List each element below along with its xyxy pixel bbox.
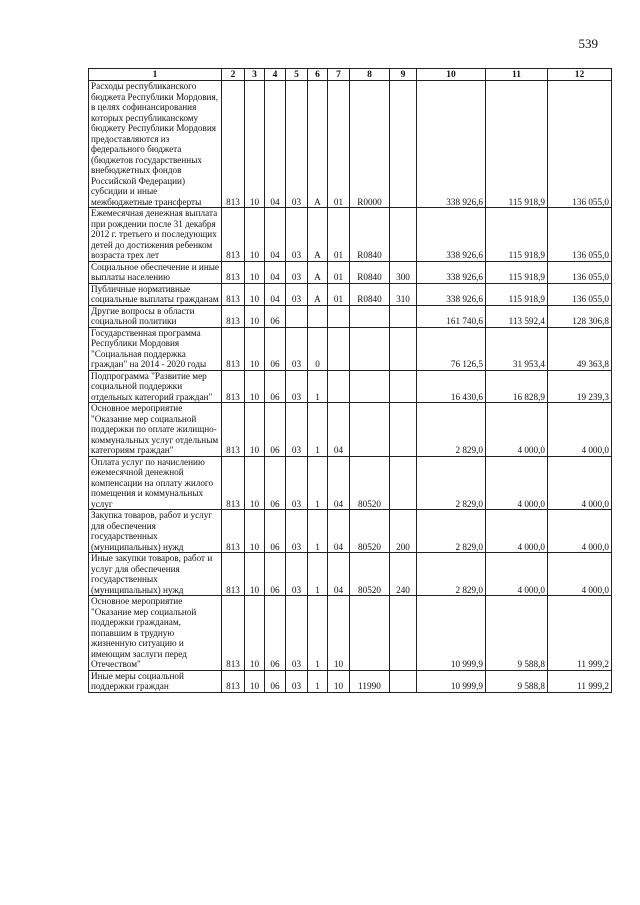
cell-c12: 136 055,0 (548, 208, 612, 262)
cell-c3: 10 (245, 596, 265, 671)
cell-c6: А (308, 81, 328, 208)
cell-c2: 813 (222, 596, 245, 671)
cell-c12: 4 000,0 (548, 456, 612, 510)
page-number: 539 (578, 36, 598, 51)
cell-c9 (390, 81, 417, 208)
cell-c10: 16 430,6 (417, 370, 486, 403)
row-name: Закупка товаров, работ и услуг для обеспечения государственных (муниципальных) нужд (89, 510, 222, 553)
table-row (89, 403, 612, 457)
cell-c7: 10 (328, 596, 350, 671)
cell-c5: 03 (286, 456, 308, 510)
cell-c10: 2 829,0 (417, 403, 486, 457)
cell-c10: 10 999,9 (417, 596, 486, 671)
cell-c8 (350, 370, 390, 403)
cell-c8: R0840 (350, 283, 390, 305)
cell-c2: 813 (222, 327, 245, 370)
cell-c11: 9 588,8 (486, 670, 548, 692)
cell-c4: 06 (265, 370, 286, 403)
cell-c7 (328, 327, 350, 370)
cell-c4: 06 (265, 670, 286, 692)
cell-c7: 01 (328, 81, 350, 208)
cell-c10: 338 926,6 (417, 81, 486, 208)
cell-c3: 10 (245, 208, 265, 262)
cell-c8: 80520 (350, 456, 390, 510)
cell-c11: 31 953,4 (486, 327, 548, 370)
cell-c8: 80520 (350, 510, 390, 553)
column-header: 3 (245, 69, 265, 81)
cell-c5: 03 (286, 553, 308, 596)
cell-c4: 04 (265, 208, 286, 262)
cell-c6: 1 (308, 670, 328, 692)
column-header: 6 (308, 69, 328, 81)
cell-c12: 11 999,2 (548, 596, 612, 671)
cell-c8: 80520 (350, 553, 390, 596)
cell-c11: 4 000,0 (486, 456, 548, 510)
cell-c9 (390, 208, 417, 262)
cell-c9 (390, 305, 417, 327)
cell-c9 (390, 403, 417, 457)
cell-c10: 76 126,5 (417, 327, 486, 370)
cell-c10: 2 829,0 (417, 510, 486, 553)
cell-c11: 16 828,9 (486, 370, 548, 403)
cell-c9 (390, 596, 417, 671)
row-name: Оплата услуг по начислению ежемесячной денежной компенсации на оплату жилого помещения и коммунальных услуг (89, 456, 222, 510)
table-row (89, 596, 612, 671)
cell-c11: 4 000,0 (486, 553, 548, 596)
column-header: 4 (265, 69, 286, 81)
column-header: 5 (286, 69, 308, 81)
cell-c8: R0840 (350, 261, 390, 283)
table-row (89, 81, 612, 208)
table-header-row (89, 69, 612, 81)
cell-c5: 03 (286, 283, 308, 305)
column-header: 9 (390, 69, 417, 81)
cell-c3: 10 (245, 305, 265, 327)
cell-c7: 04 (328, 510, 350, 553)
cell-c5 (286, 305, 308, 327)
table-row (89, 327, 612, 370)
column-header: 2 (222, 69, 245, 81)
cell-c4: 06 (265, 327, 286, 370)
cell-c2: 813 (222, 553, 245, 596)
cell-c5: 03 (286, 261, 308, 283)
cell-c5: 03 (286, 370, 308, 403)
cell-c10: 2 829,0 (417, 553, 486, 596)
cell-c5: 03 (286, 327, 308, 370)
cell-c4: 04 (265, 283, 286, 305)
column-header: 1 (89, 69, 222, 81)
row-name: Ежемесячная денежная выплата при рождении после 31 декабря 2012 г. третьего и последующих детей до достижения ребенком возраста трех лет (89, 208, 222, 262)
cell-c9 (390, 670, 417, 692)
cell-c6: 1 (308, 553, 328, 596)
cell-c2: 813 (222, 208, 245, 262)
row-name: Подпрограмма "Развитие мер социальной поддержки отдельных категорий граждан" (89, 370, 222, 403)
cell-c10: 2 829,0 (417, 456, 486, 510)
table-row (89, 670, 612, 692)
cell-c4: 06 (265, 403, 286, 457)
cell-c5: 03 (286, 670, 308, 692)
column-header: 12 (548, 69, 612, 81)
cell-c4: 06 (265, 305, 286, 327)
cell-c2: 813 (222, 261, 245, 283)
cell-c6 (308, 305, 328, 327)
cell-c6: А (308, 261, 328, 283)
table-row (89, 305, 612, 327)
cell-c8 (350, 403, 390, 457)
cell-c5: 03 (286, 510, 308, 553)
cell-c12: 11 999,2 (548, 670, 612, 692)
row-name: Основное мероприятие "Оказание мер социальной поддержки по оплате жилищно-коммунальных услуг отдельным категориям граждан" (89, 403, 222, 457)
cell-c12: 4 000,0 (548, 403, 612, 457)
cell-c4: 06 (265, 596, 286, 671)
cell-c9 (390, 370, 417, 403)
cell-c7: 01 (328, 283, 350, 305)
cell-c3: 10 (245, 553, 265, 596)
column-header: 11 (486, 69, 548, 81)
cell-c3: 10 (245, 327, 265, 370)
cell-c3: 10 (245, 81, 265, 208)
cell-c7: 01 (328, 208, 350, 262)
column-header: 7 (328, 69, 350, 81)
cell-c3: 10 (245, 283, 265, 305)
cell-c10: 338 926,6 (417, 261, 486, 283)
cell-c7: 04 (328, 456, 350, 510)
table-row (89, 261, 612, 283)
cell-c12: 4 000,0 (548, 510, 612, 553)
cell-c9 (390, 327, 417, 370)
cell-c12: 49 363,8 (548, 327, 612, 370)
cell-c4: 04 (265, 81, 286, 208)
cell-c12: 128 306,8 (548, 305, 612, 327)
cell-c2: 813 (222, 305, 245, 327)
cell-c3: 10 (245, 403, 265, 457)
cell-c8: R0000 (350, 81, 390, 208)
cell-c11: 113 592,4 (486, 305, 548, 327)
cell-c7 (328, 370, 350, 403)
cell-c11: 115 918,9 (486, 283, 548, 305)
row-name: Публичные нормативные социальные выплаты гражданам (89, 283, 222, 305)
column-header: 8 (350, 69, 390, 81)
cell-c7: 10 (328, 670, 350, 692)
cell-c5: 03 (286, 403, 308, 457)
cell-c8 (350, 596, 390, 671)
column-header: 10 (417, 69, 486, 81)
cell-c9: 240 (390, 553, 417, 596)
cell-c2: 813 (222, 510, 245, 553)
table-row (89, 370, 612, 403)
cell-c2: 813 (222, 456, 245, 510)
cell-c12: 136 055,0 (548, 283, 612, 305)
budget-table (88, 68, 612, 693)
row-name: Основное мероприятие "Оказание мер социальной поддержки гражданам, попавшим в трудную жизненную ситуацию и имеющим заслуги перед Отечеством" (89, 596, 222, 671)
cell-c8 (350, 305, 390, 327)
cell-c6: А (308, 208, 328, 262)
cell-c11: 4 000,0 (486, 403, 548, 457)
cell-c10: 338 926,6 (417, 283, 486, 305)
row-name: Государственная программа Республики Мордовия "Социальная поддержка граждан" на 2014 - 2020 годы (89, 327, 222, 370)
cell-c12: 4 000,0 (548, 553, 612, 596)
table-row (89, 553, 612, 596)
cell-c8 (350, 327, 390, 370)
cell-c3: 10 (245, 456, 265, 510)
cell-c7: 04 (328, 553, 350, 596)
cell-c5: 03 (286, 596, 308, 671)
cell-c4: 06 (265, 553, 286, 596)
cell-c10: 161 740,6 (417, 305, 486, 327)
cell-c7: 04 (328, 403, 350, 457)
cell-c2: 813 (222, 81, 245, 208)
cell-c7 (328, 305, 350, 327)
cell-c12: 19 239,3 (548, 370, 612, 403)
cell-c9 (390, 456, 417, 510)
cell-c11: 4 000,0 (486, 510, 548, 553)
cell-c9: 300 (390, 261, 417, 283)
table-row (89, 208, 612, 262)
cell-c8: 11990 (350, 670, 390, 692)
cell-c2: 813 (222, 670, 245, 692)
cell-c10: 338 926,6 (417, 208, 486, 262)
cell-c5: 03 (286, 81, 308, 208)
cell-c12: 136 055,0 (548, 81, 612, 208)
cell-c9: 200 (390, 510, 417, 553)
cell-c6: 1 (308, 403, 328, 457)
cell-c4: 04 (265, 261, 286, 283)
cell-c2: 813 (222, 283, 245, 305)
cell-c10: 10 999,9 (417, 670, 486, 692)
cell-c5: 03 (286, 208, 308, 262)
cell-c11: 115 918,9 (486, 208, 548, 262)
cell-c6: 1 (308, 596, 328, 671)
cell-c2: 813 (222, 403, 245, 457)
cell-c3: 10 (245, 370, 265, 403)
cell-c11: 115 918,9 (486, 81, 548, 208)
cell-c6: 0 (308, 327, 328, 370)
cell-c3: 10 (245, 670, 265, 692)
cell-c9: 310 (390, 283, 417, 305)
row-name: Иные меры социальной поддержки граждан (89, 670, 222, 692)
table-row (89, 510, 612, 553)
cell-c2: 813 (222, 370, 245, 403)
cell-c4: 06 (265, 510, 286, 553)
cell-c11: 9 588,8 (486, 596, 548, 671)
table-row (89, 283, 612, 305)
cell-c6: 1 (308, 370, 328, 403)
cell-c6: А (308, 283, 328, 305)
cell-c12: 136 055,0 (548, 261, 612, 283)
table-row (89, 456, 612, 510)
row-name: Иные закупки товаров, работ и услуг для обеспечения государственных (муниципальных) нужд (89, 553, 222, 596)
cell-c7: 01 (328, 261, 350, 283)
row-name: Расходы республиканского бюджета Республики Мордовия, в целях софинансирования которых республиканскому бюджету Республики Мордовия предоставляются из федерального бюджета (бюджетов государственных внебюджетных фондов Российской Федерации) субсидии и иные межбюджетные трансферты (89, 81, 222, 208)
cell-c11: 115 918,9 (486, 261, 548, 283)
cell-c6: 1 (308, 510, 328, 553)
cell-c3: 10 (245, 510, 265, 553)
cell-c4: 06 (265, 456, 286, 510)
row-name: Социальное обеспечение и иные выплаты населению (89, 261, 222, 283)
cell-c6: 1 (308, 456, 328, 510)
row-name: Другие вопросы в области социальной политики (89, 305, 222, 327)
cell-c8: R0840 (350, 208, 390, 262)
cell-c3: 10 (245, 261, 265, 283)
